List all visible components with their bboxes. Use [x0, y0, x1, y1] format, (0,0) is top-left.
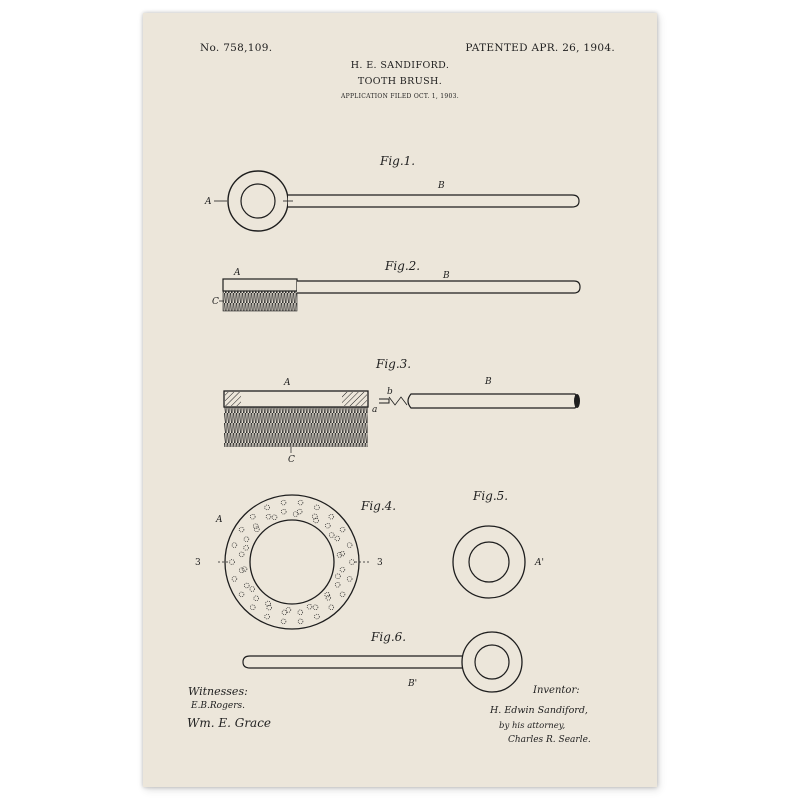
fig1-ref-a: A: [205, 197, 212, 207]
fig4-tuft: [239, 552, 244, 557]
fig4-tuft: [239, 592, 244, 597]
fig1-ring-outer: [228, 171, 288, 231]
fig4-tuft: [232, 543, 237, 548]
fig1-label: Fig.1.: [380, 154, 416, 168]
fig4-ref-a: A: [216, 515, 223, 525]
patent-number: No. 758,109.: [200, 42, 273, 54]
fig4-tuft: [250, 587, 255, 592]
fig4-tuft: [250, 514, 255, 519]
fig4-tuft: [244, 545, 249, 550]
fig3-ref-a-upper: A: [284, 378, 291, 388]
fig4-tuft: [254, 596, 259, 601]
fig1-handle: [288, 195, 579, 207]
fig2-head: [223, 279, 297, 291]
fig6-ref-b-prime: B': [408, 679, 418, 689]
fig4-tuft: [329, 605, 334, 610]
fig4-tuft: [325, 592, 330, 597]
inventor-name-heading: H. E. SANDIFORD.: [350, 60, 450, 71]
inventor-signature: H. Edwin Sandiford,: [490, 705, 588, 716]
fig2-bristles: [223, 291, 297, 311]
fig3-hatch-right: [342, 392, 367, 406]
fig1-ring-inner: [241, 184, 275, 218]
fig5-label: Fig.5.: [473, 489, 509, 503]
inventor-label: Inventor:: [533, 685, 580, 696]
fig5-inner-circle: [469, 542, 509, 582]
fig4-tuft: [242, 567, 247, 572]
fig4-tuft: [340, 592, 345, 597]
fig4-tuft: [253, 524, 258, 529]
figure-3: [224, 357, 580, 465]
fig4-tuft: [281, 619, 286, 624]
patent-drawing: [143, 13, 657, 787]
fig4-tuft: [335, 536, 340, 541]
fig4-tuft: [347, 577, 352, 582]
fig3-ref-a-lower: a: [372, 405, 378, 415]
witnesses-label: Witnesses:: [188, 685, 248, 698]
fig4-tuft: [336, 574, 341, 579]
fig4-tuft: [266, 514, 271, 519]
fig5-outer-circle: [453, 526, 525, 598]
fig6-handle: [243, 656, 474, 668]
fig4-inner-circle: [250, 520, 334, 604]
fig1-ref-b: B: [438, 181, 445, 191]
fig3-screw-thread: [389, 397, 407, 405]
fig4-tuft: [329, 514, 334, 519]
fig3-ref-c: C: [288, 455, 295, 465]
fig3-label: Fig.3.: [376, 357, 412, 371]
fig3-screw-b: [379, 399, 389, 403]
fig4-tuft: [347, 543, 352, 548]
fig3-hatch-left: [225, 392, 241, 406]
witness-signature-2: Wm. E. Grace: [187, 716, 272, 730]
fig4-outer-circle: [225, 495, 359, 629]
fig4-tuft: [298, 500, 303, 505]
fig4-section-left: 3: [195, 558, 201, 568]
fig4-tuft: [244, 537, 249, 542]
fig4-tuft: [298, 619, 303, 624]
fig4-tuft: [340, 527, 345, 532]
fig4-tuft: [315, 505, 320, 510]
fig4-tuft: [335, 582, 340, 587]
figure-2: [212, 259, 580, 311]
fig5-ref-a-prime: A': [535, 558, 544, 568]
patented-date: PATENTED APR. 26, 1904.: [465, 42, 615, 54]
patent-sheet: [143, 13, 657, 787]
fig4-tuft: [326, 595, 331, 600]
fig4-tuft: [232, 577, 237, 582]
fig4-tuft: [230, 560, 235, 565]
fig4-tuft: [325, 523, 330, 528]
fig2-ref-c: C: [212, 297, 219, 307]
fig4-tuft: [239, 568, 244, 573]
fig4-tuft: [250, 605, 255, 610]
fig4-tuft: [337, 553, 342, 558]
fig4-label: Fig.4.: [361, 499, 397, 513]
fig6-ring-outer: [462, 632, 522, 692]
figure-6: [243, 630, 522, 692]
fig4-tuft: [307, 604, 312, 609]
fig3-handle-cut-end: [574, 394, 580, 408]
fig4-tuft: [272, 515, 277, 520]
fig4-tuft: [313, 605, 318, 610]
fig4-section-right: 3: [377, 558, 383, 568]
fig4-tuft: [254, 527, 259, 532]
fig2-ref-a: A: [234, 268, 241, 278]
fig4-tuft: [340, 551, 345, 556]
fig4-tuft: [329, 533, 334, 538]
figure-4: [195, 495, 396, 629]
fig4-tuft: [340, 567, 345, 572]
fig3-handle: [408, 394, 578, 408]
fig4-tuft: [265, 505, 270, 510]
fig4-tuft: [350, 560, 355, 565]
application-filed-line: APPLICATION FILED OCT. 1, 1903.: [341, 93, 459, 100]
fig3-ref-b-upper: B: [485, 377, 492, 387]
figure-5: [453, 489, 544, 598]
fig2-handle: [297, 281, 580, 293]
attorney-signature: Charles R. Searle.: [508, 735, 591, 745]
fig4-tuft: [298, 610, 303, 615]
witness-signature-1: E.B.Rogers.: [191, 701, 245, 711]
fig2-label: Fig.2.: [385, 259, 421, 273]
patent-title: TOOTH BRUSH.: [357, 76, 443, 87]
fig6-label: Fig.6.: [371, 630, 407, 644]
fig2-ref-b: B: [443, 271, 450, 281]
figure-1: [204, 154, 579, 231]
fig4-tuft: [315, 614, 320, 619]
fig4-bristle-tufts: [230, 500, 355, 624]
fig4-tuft: [239, 527, 244, 532]
attorney-line: by his attorney,: [499, 721, 566, 731]
fig4-tuft: [244, 583, 249, 588]
fig4-tuft: [281, 500, 286, 505]
fig4-tuft: [265, 614, 270, 619]
fig3-bristles: [224, 407, 368, 447]
fig3-ref-b-lower: b: [387, 387, 393, 397]
fig4-tuft: [281, 509, 286, 514]
